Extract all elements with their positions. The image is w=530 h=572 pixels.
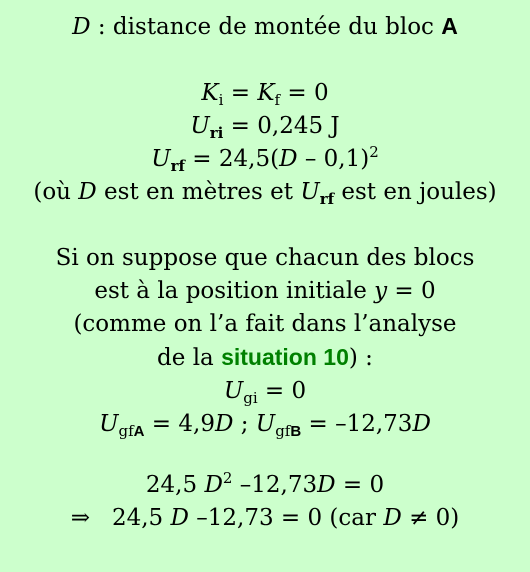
definition-line: D : distance de montée du bloc A <box>72 13 458 40</box>
uri-line: $U_{ri} = 0,245$ J <box>190 113 340 142</box>
urf-line: $U_{rf} = 24,5(D - 0,1)^2$ <box>151 143 379 175</box>
suppose-line-2: est à la position initiale y = 0 <box>94 278 436 304</box>
quadratic-equation-line: 24,5 $D^2$ –12,73D = 0 <box>145 469 385 498</box>
suppose-line-4: de la situation 10) : <box>157 344 373 371</box>
ugf-line: $U_{gfA} = 4,9D$ ; $U_{gfB} = -12,73D$ <box>99 411 431 440</box>
implication-line: ⇒ 24,5 D –12,73 = 0 (car D ≠ 0) <box>70 505 460 531</box>
block-a-label: A <box>441 13 458 39</box>
implies-arrow-icon: ⇒ <box>70 505 91 531</box>
ugi-line: $U_{gi} = 0$ <box>223 378 307 407</box>
kinetic-energy-line: $K_i = K_f = 0$ <box>201 80 329 109</box>
suppose-line-3: (comme on l’a fait dans l’analyse <box>73 311 457 337</box>
suppose-line-1: Si on suppose que chacun des blocs <box>55 245 475 271</box>
situation-10-link[interactable]: situation 10 <box>221 344 349 370</box>
units-note-line: (où D est en mètres et $U_{rf}$ est en joules) <box>33 179 497 208</box>
